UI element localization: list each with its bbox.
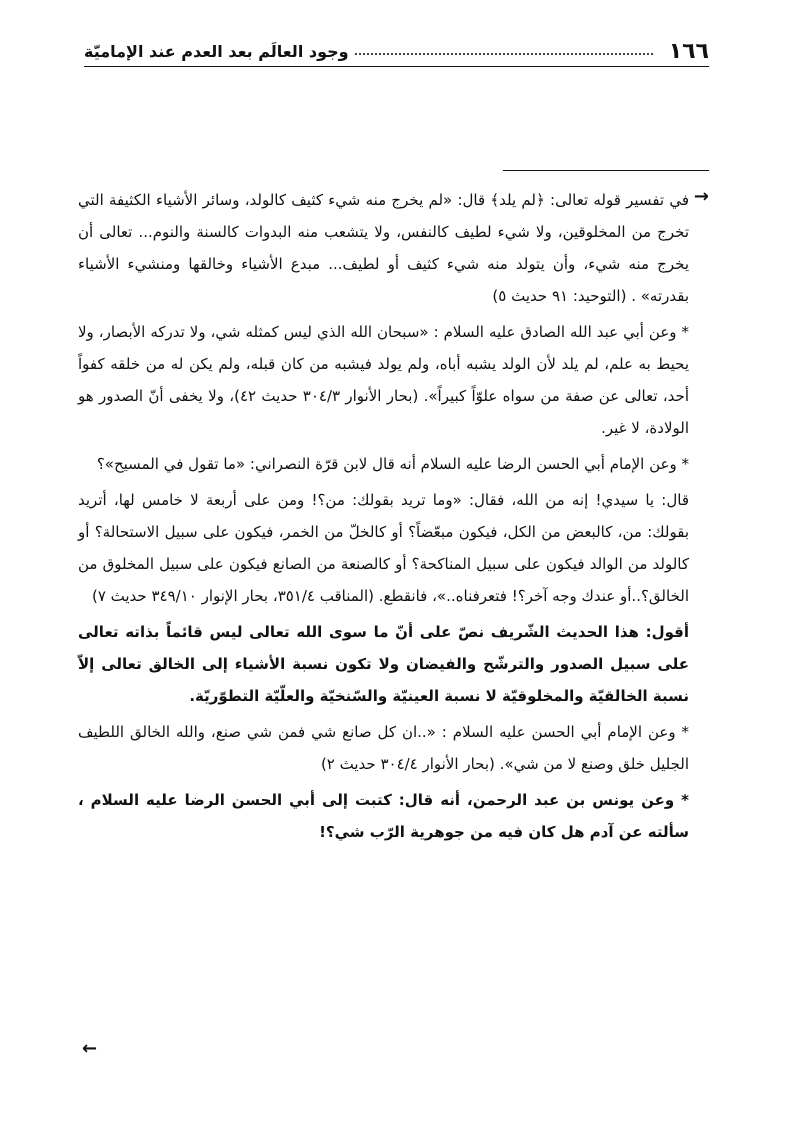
continuation-arrow-icon: → <box>693 186 709 207</box>
page-number: ١٦٦ <box>668 38 709 64</box>
footnote-separator <box>503 170 709 171</box>
paragraph-abi-hasan-hadith: * وعن الإمام أبي الحسن عليه السلام : «..ان كل صانع شي فمن شي صنع، والله الخالق اللطيف الجليل خلق وصنع لا من شي». (بحار الأنوار ٣٠٤/٤ حديث ٢) <box>78 723 689 773</box>
footnote-body <box>78 184 689 852</box>
paragraph-author-comment: أقول: هذا الحديث الشّريف نصّ على أنّ ما سوى الله تعالى ليس قائماً بذاته تعالى على سبيل الصدور والترشّح والفيضان ولا تكون نسبة الأشياء إلى الخالق تعالى إلاّ نسبة الخالقيّة والمخلوقيّة لا نسبة العينيّة والسّنخيّة والعلّيّة التطوّريّة. <box>78 623 689 705</box>
paragraph-yunus-letter: * وعن يونس بن عبد الرحمن، أنه قال: كتبت إلى أبي الحسن الرضا عليه السلام ، سألته عن آدم هل كان فيه من جوهرية الرّب شي؟! <box>78 791 689 841</box>
running-header <box>84 36 709 67</box>
paragraph-rida-answer: قال: يا سيدي! إنه من الله، فقال: «وما تريد بقولك: من؟! ومن على أربعة لا خامس لها، أتريد بقولك: من، كالبعض من الكل، فيكون مبعّضاً؟ أو كالخلّ من الخمر، فيكون على سبيل الاستحالة؟ أو كالولد من الوالد فيكون على سبيل المناكحة؟ أو كالصنعة من الصانع فيكون على سبيل المخلوق من الخالق؟..أو عندك وجه آخر؟! فتعرفناه..»، فانقطع. (المناقب ٣٥١/٤، بحار الإنوار ٣٤٩/١٠ حديث ٧) <box>78 491 689 605</box>
paragraph-tafsir: في تفسير قوله تعالى: ﴿لم يلد﴾ قال: «لم يخرج منه شيء كثيف كالولد، وسائر الأشياء الكثيفة التي تخرج من المخلوقين، ولا شيء لطيف كالنفس، ولا يتشعب منه البدوات كالسنة والنوم... تعالى أن يخرج منه شيء، وأن يتولد منه شيء كثيف أو لطيف... مبدع الأشياء وخالقها ومنشيء الأشياء بقدرته» . (التوحيد: ٩١ حديث ٥) <box>78 191 689 305</box>
header-dot-leader <box>355 53 653 55</box>
paragraph-rida-question: * وعن الإمام أبي الحسن الرضا عليه السلام أنه قال لابن قرّة النصراني: «ما تقول في المسيح»؟ <box>96 455 689 473</box>
next-page-arrow-icon: ← <box>82 1038 98 1059</box>
header-title: وجود العالَم بعد العدم عند الإماميّة <box>84 41 349 61</box>
paragraph-sadiq-hadith: * وعن أبي عبد الله الصادق عليه السلام : «سبحان الله الذي ليس كمثله شي، ولا تدركه الأبصار، ولا يحيط به علم، لم يلد لأن الولد يشبه أباه، ولم يولد فيشبه من كان قبله، ولم يكن له من خلقه كفواً أحد، تعالى عن صفة من سواه علوّاً كبيراً». (بحار الأنوار ٣٠٤/٣ حديث ٤٢)، ولا يخفى أنّ الصدور هو الولادة، لا غير. <box>78 323 689 437</box>
